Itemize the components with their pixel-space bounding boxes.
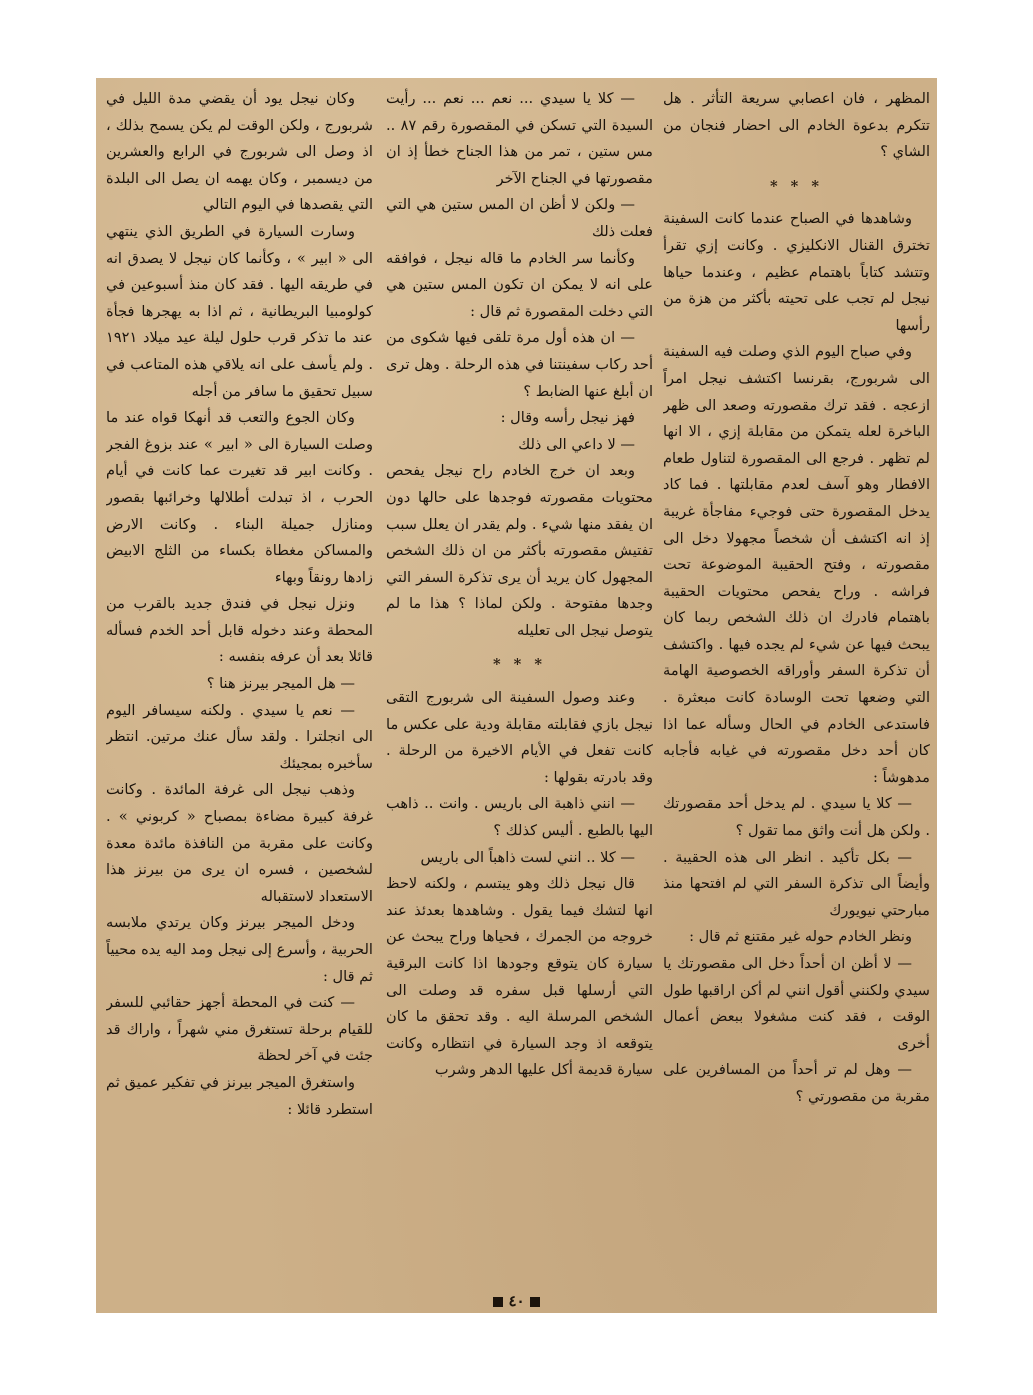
- magazine-page: [96, 78, 937, 1313]
- paragraph: — كنت في المحطة أجهز حقائبي للسفر للقيام برحلة تستغرق مني شهراً ، واراك قد جئت في آخر لحظة: [106, 994, 373, 1065]
- paragraph: وذهب نيجل الى غرفة المائدة . وكانت غرفة كبيرة مضاءة بمصباح « كربوني » . وكانت على مقربة من النافذة مائدة معدة لشخصين ، فسره ان يرى من بيرنز هذا الاستعداد لاستقباله: [106, 781, 373, 905]
- page-number: ٤٠: [508, 1292, 525, 1310]
- paragraph: — كلا .. انني لست ذاهباً الى باريس: [420, 848, 635, 866]
- paragraph: — لا داعي الى ذلك: [518, 435, 635, 453]
- page-number-footer: [96, 1292, 937, 1310]
- paragraph: قال نيجل ذلك وهو يبتسم ، ولكنه لاحظ انها لتشك فيما يقول . وشاهدها بعدئذ عند خروجه من الجمرك ، فحياها وراح يبحث عن سيارة كان يتوقع وجودها اذا كانت البرقية التي أرسلها قبل سفره قد وصلت الى الشخص المرسلة اليه . وقد تحقق ما كان يتوقعه اذ وجد السيارة في انتظاره وكانت سيارة قديمة أكل عليها الدهر وشرب: [386, 875, 653, 1079]
- text-column-right: [663, 86, 930, 1276]
- square-bullet-icon: [530, 1297, 540, 1307]
- paragraph: — لا أظن ان أحداً دخل الى مقصورتك يا سيدي ولكنني أقول انني لم أكن اراقبها طول الوقت ، فقد كنت مشغولا ببعض أعمال أخرى: [663, 955, 930, 1052]
- paragraph: — هل الميجر بيرنز هنا ؟: [206, 675, 355, 693]
- paragraph: وكأنما سر الخادم ما قاله نيجل ، فوافقه على انه لا يمكن ان تكون المس ستين هي التي دخلت المقصورة ثم قال :: [386, 249, 653, 320]
- paragraph: — بكل تأكيد . انظر الى هذه الحقيبة . وأيضاً الى تذكرة السفر التي لم افتحها منذ مبارحتي نيويورك: [663, 848, 930, 919]
- section-separator: * * *: [769, 177, 824, 195]
- paragraph: فهز نيجل رأسه وقال :: [500, 409, 635, 427]
- section-separator: * * *: [492, 656, 547, 674]
- paragraph: — نعم يا سيدي . ولكنه سيسافر اليوم الى انجلترا . ولقد سأل عنك مرتين. انتظر سأخبره بمجيئك: [106, 701, 373, 772]
- paragraph: وكان نيجل يود أن يقضي مدة الليل في شربورج ، ولكن الوقت لم يكن يسمح بذلك ، اذ وصل الى شربورج في الرابع والعشرين من ديسمبر ، وكان يهمه ان يصل الى البلدة التي يقصدها في اليوم التالي: [106, 90, 373, 214]
- paragraph: — انني ذاهبة الى باريس . وانت .. ذاهب اليها بالطبع . أليس كذلك ؟: [386, 795, 653, 840]
- paragraph: ونظر الخادم حوله غير مقتنع ثم قال :: [689, 928, 912, 946]
- paragraph: — ان هذه أول مرة تلقى فيها شكوى من أحد ركاب سفينتنا في هذه الرحلة . وهل ترى ان أبلغ عنها الضابط ؟: [386, 329, 653, 400]
- paragraph: وعند وصول السفينة الى شربورج التقى نيجل بازي فقابلته مقابلة ودية على عكس ما كانت تفعل في الأيام الاخيرة من الرحلة . وقد بادرته بقولها :: [386, 689, 653, 786]
- paragraph: — وهل لم تر أحداً من المسافرين على مقربة من مقصورتي ؟: [663, 1061, 930, 1105]
- paragraph: وكان الجوع والتعب قد أنهكا قواه عند ما وصلت السيارة الى « ابير » عند بزوغ الفجر . وكانت ابير قد تغيرت عما كانت في أيام الحرب ، اذ تبدلت أطلالها وخرائبها بقصور ومنازل جميلة البناء . وكانت الارض والمساكن مغطاة بكساء من الثلج الابيض زادها رونقاً وبهاء: [106, 409, 373, 586]
- paragraph: ودخل الميجر بيرنز وكان يرتدي ملابسه الحربية ، وأسرع إلى نيجل ومد اليه يده محيياً ثم قال :: [106, 914, 373, 985]
- paragraph: وفي صباح اليوم الذي وصلت فيه السفينة الى شربورج، بقرنسا اكتشف نيجل امراً ازعجه . فقد ترك مقصورته وصعد الى ظهر الباخرة لعله يتمكن من مقابلة إزي ، الا انها لم تظهر . فرجع الى المقصورة لتناول طعام الافطار وهو آسف لعدم مقابلتها . فما كاد يدخل المقصورة حتى فوجيء مفاجأة غريبة إذ انه اكتشف أن شخصاً مجهولا دخل الى مقصورته ، وفتح الحقيبة الموضوعة تحت فراشه . وراح يفحص محتويات الحقيبة باهتمام فادرك ان ذلك الشخص ربما كان يبحث فيها عن شيء لم يجده فيها . واكتشف أن تذكرة السفر وأوراقه الخصوصية الهامة التي وضعها تحت الوسادة كانت مبعثرة . فاستدعى الخادم في الحال وسأله عما اذا كان أحد دخل مقصورته في غيابه فأجابه مدهوشاً :: [663, 343, 930, 786]
- text-column-left: [106, 86, 373, 1276]
- paragraph: — كلا يا سيدي . لم يدخل أحد مقصورتك . ولكن هل أنت واثق مما تقول ؟: [663, 795, 930, 840]
- paragraph: وبعد ان خرج الخادم راح نيجل يفحص محتويات مقصورته فوجدها على حالها دون ان يفقد منها شيء . ولم يقدر ان يعلل سبب تفتيش مقصورته بأكثر من ان ذلك الشخص المجهول كان يريد أن يرى تذكرة السفر التي وجدها مفتوحة . ولكن لماذا ؟ هذا ما لم يتوصل نيجل الى تعليله: [386, 462, 653, 639]
- paragraph: وشاهدها في الصباح عندما كانت السفينة تخترق القنال الانكليزي . وكانت إزي تقرأ وتتشد كتاباً باهتمام عظيم ، وعندما حياها نيجل لم تجب على تحيته بأكثر من هزة من رأسها: [663, 210, 930, 334]
- square-bullet-icon: [493, 1297, 503, 1307]
- text-column-middle: [386, 86, 653, 1276]
- paragraph: واستغرق الميجر بيرنز في تفكير عميق ثم استطرد قائلا :: [106, 1073, 373, 1118]
- paragraph: — كلا يا سيدي ... نعم ... نعم ... رأيت السيدة التي تسكن في المقصورة رقم ٨٧ .. مس ستين ، تمر من هذا الجناح خطأ إذ ان مقصورتها في الجناح الآخر: [386, 90, 653, 187]
- paragraph: ونزل نيجل في فندق جديد بالقرب من المحطة وعند دخوله قابل أحد الخدم فسأله قائلا بعد أن عرفه بنفسه :: [106, 595, 373, 666]
- paragraph: المظهر ، فان اعصابي سريعة التأثر . هل تتكرم بدعوة الخادم الى احضار فنجان من الشاي ؟: [663, 90, 930, 161]
- paragraph: — ولكن لا أظن ان المس ستين هي التي فعلت ذلك: [386, 196, 653, 240]
- paragraph: وسارت السيارة في الطريق الذي ينتهي الى « ابير » ، وكأنما كان نيجل لا يصدق انه في طريقه اليها . فقد كان منذ أسبوعين في كولومبيا البريطانية ، ثم اذا به يهجرها فجأة عند ما تذكر قرب حلول ليلة عيد ميلاد ١٩٢١ . ولم يأسف على انه يلاقي هذه المتاعب في سبيل تحقيق ما سافر من أجله: [106, 222, 373, 400]
